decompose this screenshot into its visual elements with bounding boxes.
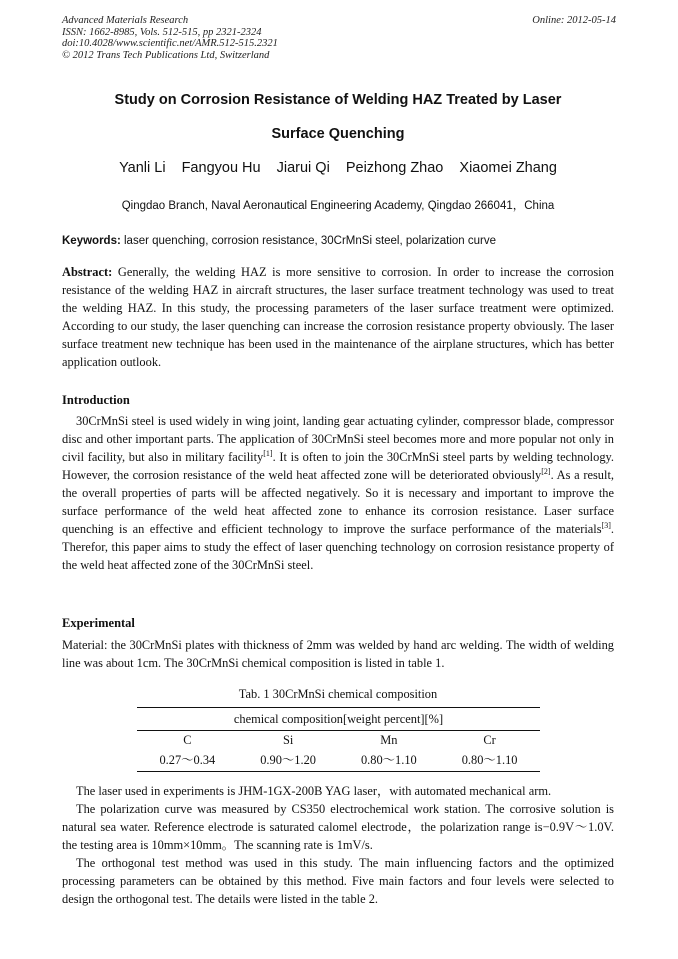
online-date: Online: 2012-05-14	[532, 15, 616, 26]
keywords-text: laser quenching, corrosion resistance, 30CrMnSi steel, polarization curve	[120, 235, 497, 247]
introduction-heading: Introduction	[62, 393, 130, 407]
intro-text: . As a result, the overall properties of parts will be affected negatively. So it is necessary and important to improve the surface performance of the weld heat affected zone to enhance its corrosion resistance. Laser surface quenching is an effective and efficient technology to improve the surface performance of the materials	[62, 468, 614, 536]
citation: [1]	[263, 449, 273, 458]
abstract-label: Abstract:	[62, 265, 113, 279]
intro-text: . It is often to join the 30CrMnSi steel parts by welding technology. However, the corrosion resistance of the weld heat affected zone will be deteriorated obviously	[62, 450, 615, 482]
journal-doi: doi:10.4028/www.scientific.net/AMR.512-515.2321	[62, 38, 278, 49]
table-cell: Mn	[380, 733, 398, 747]
table-cell: 0.90～1.20	[238, 750, 339, 772]
keywords	[62, 235, 614, 247]
orthogonal-paragraph: The orthogonal test method was used in this study. The main influencing factors and the optimized processing parameters can be obtained by this method. Five main factors and four levels were selected to design the orthogonal test. The details were listed in the table 2.	[62, 856, 614, 906]
table-cell: C	[183, 733, 192, 747]
experimental-heading: Experimental	[62, 616, 135, 630]
intro-text: . Therefor, this paper aims to study the effect of laser quenching technology on corrosion resistance property of the weld heat affected zone of the 30CrMnSi steel.	[62, 522, 614, 572]
table-cell: 0.80～1.10	[439, 750, 540, 772]
table-header: chemical composition[weight percent][%]	[137, 708, 540, 731]
journal-name: Advanced Materials Research	[62, 15, 189, 26]
author: Jiarui Qi	[276, 160, 330, 176]
table-cell: 0.80～1.10	[339, 750, 440, 772]
table-cell: 0.27～0.34	[137, 750, 238, 772]
author: Fangyou Hu	[181, 160, 261, 176]
paper-title-line-2: Surface Quenching	[271, 126, 405, 142]
paper-title-line-1: Study on Corrosion Resistance of Welding HAZ Treated by Laser	[114, 92, 562, 108]
affiliation: Qingdao Branch, Naval Aeronautical Engineering Academy, Qingdao 266041，China	[121, 200, 555, 212]
composition-table	[137, 707, 540, 772]
journal-header	[62, 15, 278, 61]
intro-text: 30CrMnSi steel is used widely in wing joint, landing gear actuating cylinder, compressor blade, compressor disc and other important parts. The application of 30CrMnSi steel becomes more and more popular not only in civil facility, but also in military facility	[62, 414, 614, 464]
author: Yanli Li	[119, 160, 166, 176]
author: Xiaomei Zhang	[459, 160, 557, 176]
abstract	[62, 263, 614, 371]
table-caption: Tab. 1 30CrMnSi chemical composition	[238, 687, 438, 701]
introduction-paragraph	[62, 412, 614, 574]
table-cell: Si	[282, 733, 294, 747]
laser-paragraph: The laser used in experiments is JHM-1GX-200B YAG laser，with automated mechanical arm.	[76, 784, 552, 798]
author: Peizhong Zhao	[345, 160, 444, 176]
abstract-text: Generally, the welding HAZ is more sensitive to corrosion. In order to increase the corrosion resistance of the welding HAZ in aircraft structures, the laser surface treatment technology was used to treat the welding HAZ. In this study, the processing parameters of the laser surface treatment were optimized. According to our study, the laser quenching can increase the corrosion resistance property obviously. The laser surface treatment new technique has been used in the maintenance of the airplane structures, which has better application outlook.	[62, 265, 614, 369]
methods-text	[62, 782, 614, 908]
journal-issn: ISSN: 1662-8985, Vols. 512-515, pp 2321-2324	[62, 26, 262, 38]
citation: [2]	[541, 467, 551, 476]
author-list	[62, 160, 614, 176]
citation: [3]	[601, 521, 611, 530]
experimental-paragraph: Material: the 30CrMnSi plates with thickness of 2mm was welded by hand arc welding. The width of welding line was about 1cm. The 30CrMnSi chemical composition is listed in table 1.	[62, 638, 614, 670]
keywords-label: Keywords:	[62, 235, 121, 247]
journal-copyright: © 2012 Trans Tech Publications Ltd, Switzerland	[62, 49, 270, 61]
polarization-paragraph: The polarization curve was measured by CS350 electrochemical work station. The corrosive solution is natural sea water. Reference electrode is saturated calomel electrode，the polarization range is−0.9V～1.0V. the testing area is 10mm×10mm。The scanning rate is 1mV/s.	[62, 802, 614, 852]
table-cell: Cr	[483, 733, 496, 747]
